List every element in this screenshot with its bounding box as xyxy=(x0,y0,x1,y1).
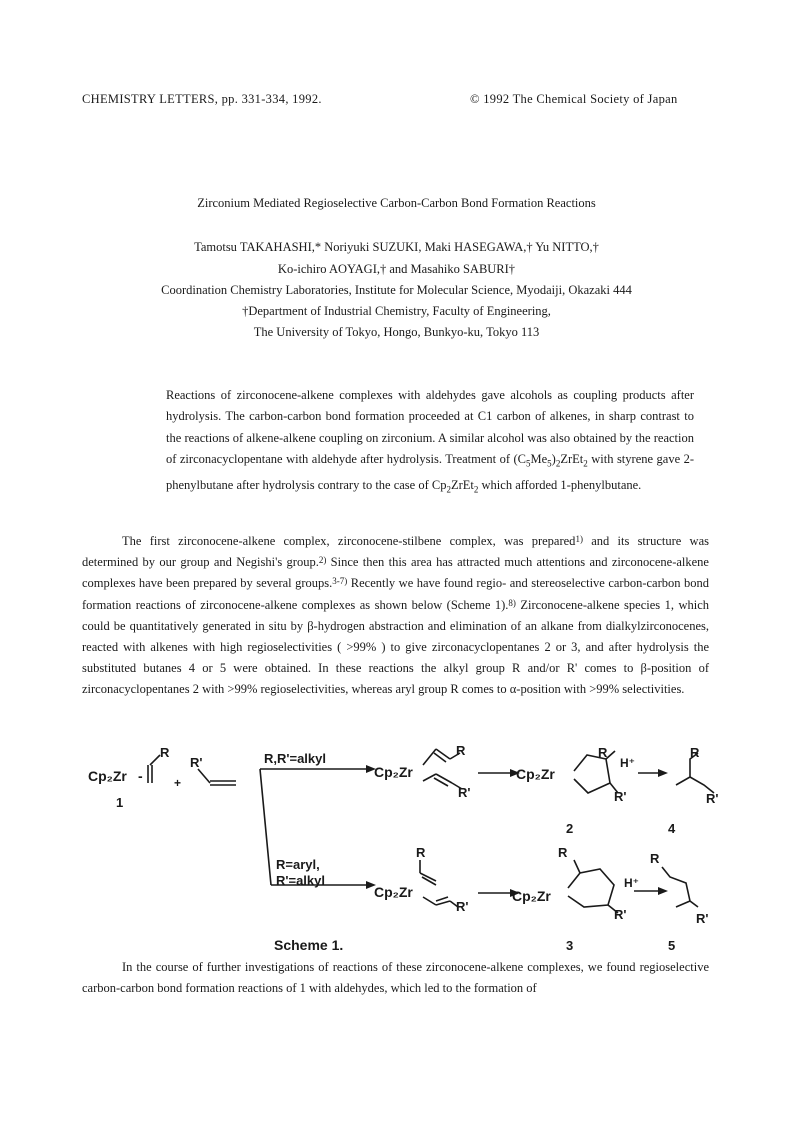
scheme-condition-top: R,R'=alkyl xyxy=(264,751,326,766)
body-paragraph-1: The first zirconocene-alkene complex, zirconocene-stilbene complex, was prepared$^{1)}$ and its structure was determined by our group and Negishi's group.$^{2)}$ Since then this area has attracted much attentions and zirconocene-alkene complexes have been prepared by several groups.$^{3-7)}$ Recently we have found regio- and stereoselective carbon-carbon bond formation reactions of zirconocene-alkene complexes as shown below (Scheme 1).$^{8)}$ Zirconocene-alkene species 1, which could be quantitatively generated in situ by β-hydrogen abstraction and elimination of an alkane from dialkylzirconocenes, reacted with alkenes with high regioselectivities ( >99% ) to give zirconacyclopentanes 2 or 3, and after hydrolysis the substituted butanes 4 or 5 were obtained. In these reactions the alkyl group R and/or R' comes to β-position of zirconacyclopentanes 2 with >99% regioselectivities, whereas aryl group R comes to α-position with >99% selectivities. xyxy=(82,534,709,697)
scheme-label-5: 5 xyxy=(668,938,676,953)
svg-text:R: R xyxy=(558,845,568,860)
scheme-label-4: 4 xyxy=(668,821,676,836)
scheme-hplus-bottom: H⁺ xyxy=(624,876,639,890)
svg-text:R': R' xyxy=(706,791,718,806)
scheme-plus: + xyxy=(174,776,182,790)
scheme-label-1: 1 xyxy=(116,795,124,810)
copyright-notice: © 1992 The Chemical Society of Japan xyxy=(470,92,678,106)
scheme-cp2zr-top-intermediate: Cp₂Zr xyxy=(374,764,413,780)
scheme-label-3: 3 xyxy=(566,938,574,953)
svg-text:R': R' xyxy=(458,785,471,800)
scheme-condition-bottom-2: R'=alkyl xyxy=(276,873,325,888)
affiliation-line-2: †Department of Industrial Chemistry, Faculty of Engineering, xyxy=(242,304,551,318)
svg-text:R': R' xyxy=(614,789,627,804)
svg-text:R: R xyxy=(416,845,426,860)
scheme-hplus-top: H⁺ xyxy=(620,756,635,770)
scheme-condition-bottom-1: R=aryl, xyxy=(276,857,320,872)
svg-text:R: R xyxy=(598,745,608,760)
affiliation-line-3: The University of Tokyo, Hongo, Bunkyo-ku, Tokyo 113 xyxy=(253,325,540,339)
scheme-cp2zr-bottom-intermediate: Cp₂Zr xyxy=(374,884,413,900)
scheme-rprime-reagent: R' xyxy=(190,755,203,770)
journal-citation: CHEMISTRY LETTERS, pp. 331-334, 1992. xyxy=(82,92,322,106)
svg-text:R': R' xyxy=(614,907,627,922)
svg-text:-: - xyxy=(138,768,143,784)
svg-text:R: R xyxy=(690,745,700,760)
scheme-caption: Scheme 1. xyxy=(274,937,344,953)
scheme-1-diagram xyxy=(78,745,718,955)
svg-text:R: R xyxy=(456,745,466,758)
scheme-r-1: R xyxy=(160,745,170,760)
authors-line-2: Ko-ichiro AOYAGI,† and Masahiko SABURI† xyxy=(277,262,516,276)
scheme-label-2: 2 xyxy=(566,821,574,836)
abstract: Reactions of zirconocene-alkene complexes with aldehydes gave alcohols as coupling products after hydrolysis. The carbon-carbon bond formation proceeded at C1 carbon of alkenes, in sharp contrast to the reactions of alkene-alkene coupling on zirconium. A similar alcohol was also obtained by the reaction of zirconacyclopentane with aldehyde after hydrolysis. Treatment of $(C_5Me_5)_2ZrEt_2$ with styrene gave 2-phenylbutane after hydrolysis contrary to the case of $Cp_2ZrEt_2$ which afforded 1-phenylbutane. xyxy=(166,388,694,495)
scheme-cp2zr-3: Cp₂Zr xyxy=(512,888,551,904)
scheme-cp2zr-2: Cp₂Zr xyxy=(516,766,555,782)
paper-title: Zirconium Mediated Regioselective Carbon-Carbon Bond Formation Reactions xyxy=(197,196,596,210)
affiliation-line-1: Coordination Chemistry Laboratories, Institute for Molecular Science, Myodaiji, Okazaki 444 xyxy=(161,283,632,297)
svg-text:R': R' xyxy=(456,899,469,914)
svg-text:R: R xyxy=(650,851,660,866)
svg-text:R': R' xyxy=(696,911,709,926)
authors-line-1: Tamotsu TAKAHASHI,* Noriyuki SUZUKI, Maki HASEGAWA,† Yu NITTO,† xyxy=(194,240,599,254)
scheme-cp2zr-1: Cp₂Zr xyxy=(88,768,127,784)
body-paragraph-2: In the course of further investigations of reactions of these zirconocene-alkene complexes, we found regioselective carbon-carbon bond formation reactions of 1 with aldehydes, which led to the formation of xyxy=(82,960,709,996)
